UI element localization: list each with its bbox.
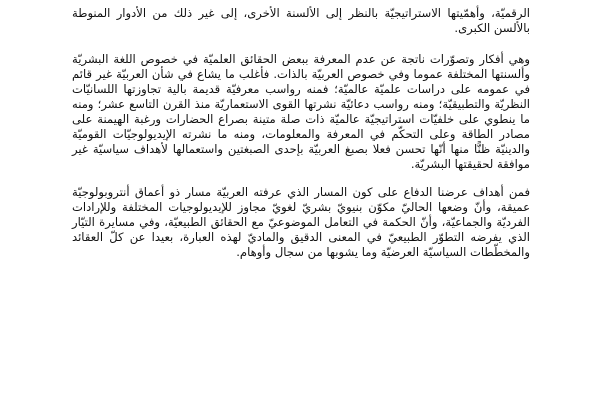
paragraph-2: وهي أفكار وتصوّرات ناتجة عن عدم المعرفة ببعض الحقائق العلميّة في خصوص اللغة البشريّة وألسنتها المختلفة عموما وفي خصوص العربيّة بالذات. فأغلب ما يشاع في شأن العربيّة غير قائم في عمومه على دراسات علميّة عالميّة؛ فمنه رواسب معرفيّة قديمة بالية تجاوزتها اللسانيّات النظريّة والتطبيقيّة؛ ومنه رواسب دعائيّة نشرتها القوى الاستعماريّة منذ القرن التاسع عشر؛ ومنه ما ينطوي على خلفيّات استراتيجيّة عالميّة ذات صلة متينة بصراع الحضارات ورغبة الهيمنة على مصادر الطاقة وعلى التحكّم في المعرفة والمعلومات، ومنه ما نشرته الإيديولوجيّات القوميّة والدينيّة ظنًّا منها أنّها تحسن فعلا بصبغ العربيّة بإحدى الصبغتين واستعمالها لأهداف سياسيّة غير موافقة لحقيقتها البشريّة. [72, 51, 530, 171]
paragraph-3: فمن أهداف عرضنا الدفاع على كون المسار الذي عرفته العربيّة مسار ذو أعماق أنتروبولوجيّة عميقة، وأنّ وضعها الحاليّ مكوّن بنيويّ بشريّ لغويّ مجاوز للإيديولوجيات المختلفة وللإرادات الفرديّة والجماعيّة، وأنّ الحكمة في التعامل الموضوعيّ مع الحقائق الطبيعيّة، وفي مسايرة التيّار الذي يفرضه التطوّر الطبيعيّ في المعنى الدقيق والماديّ لهذه العبارة، بعيدا عن كلّ العقائد والمخطّطات السياسيّة العرضيّة وما يشوبها من سجال وأوهام. [72, 184, 530, 259]
paragraph-1: الرقميّة، وأهمّيتها الاستراتيجيّة بالنظر إلى الألسنة الأخرى، إلى غير ذلك من الأدوار المنوطة بالألسن الكبرى. [72, 5, 530, 35]
